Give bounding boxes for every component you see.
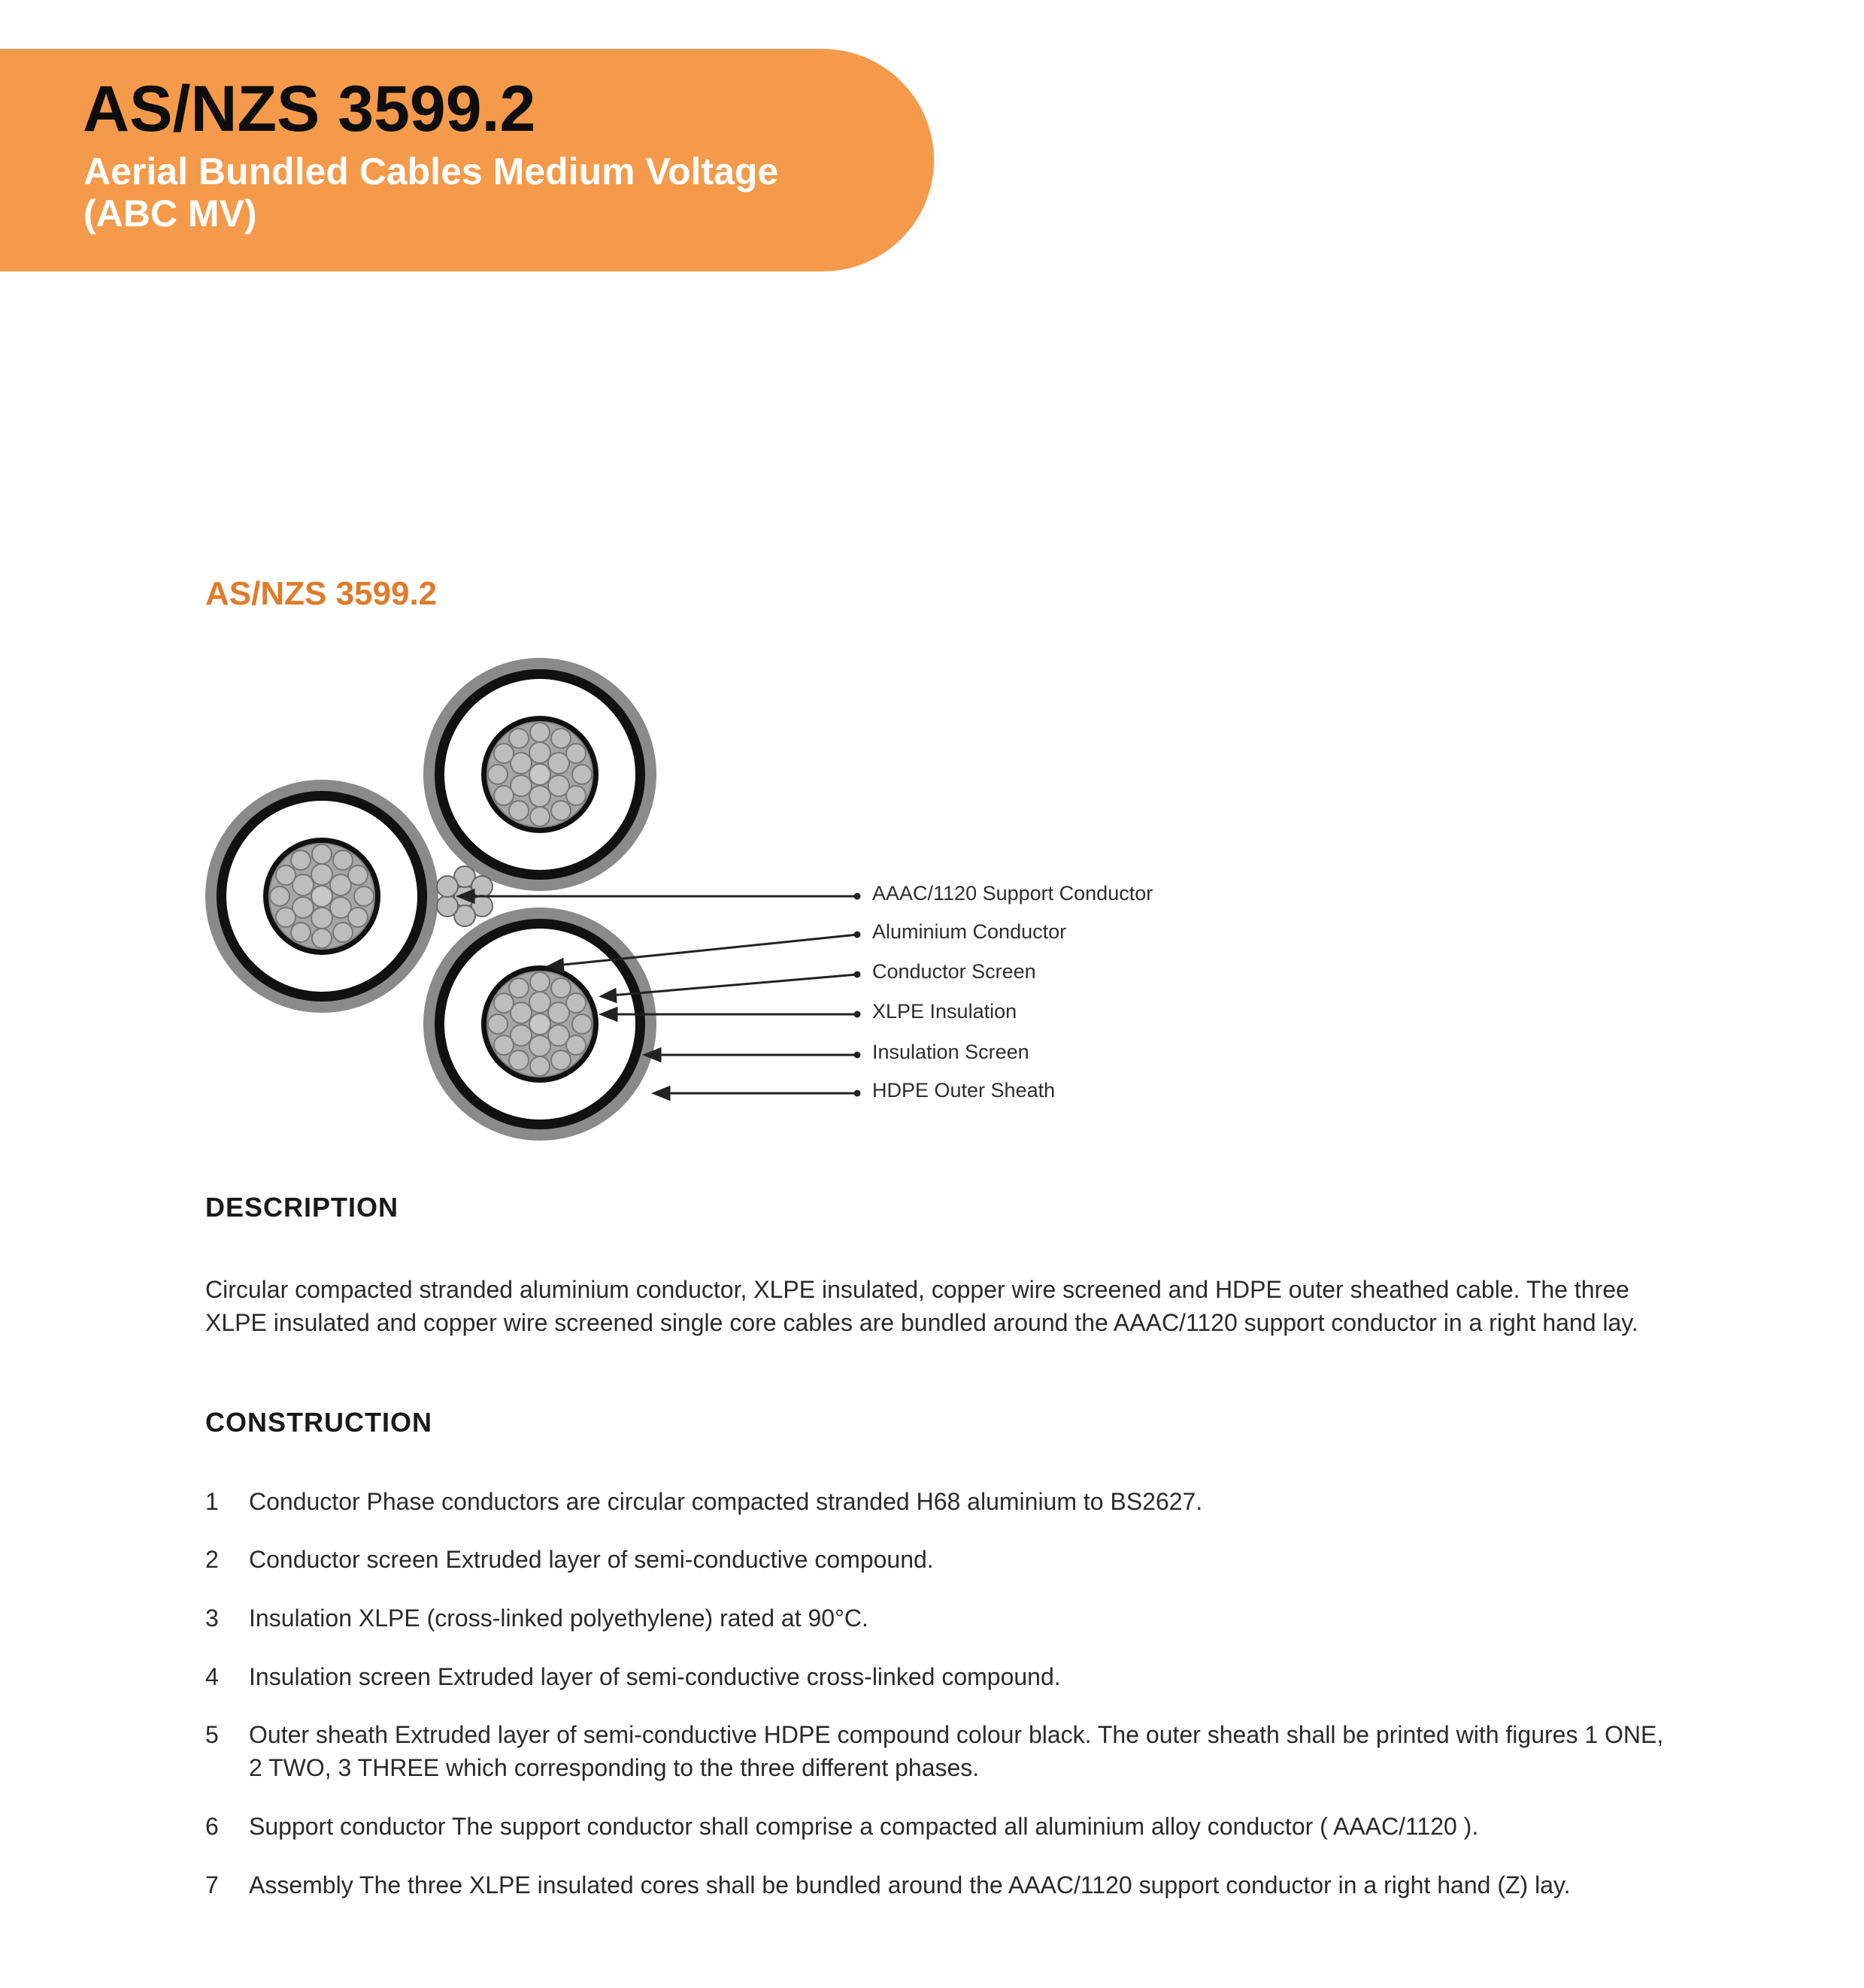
phase-core-top xyxy=(423,658,656,891)
banner-title: AS/NZS 3599.2 xyxy=(83,73,536,145)
description-text: Circular compacted stranded aluminium conductor, XLPE insulated, copper wire screened and HDPE outer sheathed cable. The three XLPE insulated and copper wire screened single core cables are bundled around the AAAC/1120 support conductor in a right hand lay. xyxy=(205,1276,1638,1336)
item-number: 6 xyxy=(205,1813,219,1840)
construction-heading: CONSTRUCTION xyxy=(205,1407,432,1438)
item-text: Insulation XLPE (cross-linked polyethylene) rated at 90°C. xyxy=(249,1605,868,1632)
label-aluminium-conductor: Aluminium Conductor xyxy=(872,920,1067,943)
standard-heading: AS/NZS 3599.2 xyxy=(205,575,438,612)
banner-subtitle: Aerial Bundled Cables Medium Voltage (ABC MV) xyxy=(83,150,779,235)
cable-cross-section-diagram xyxy=(195,647,872,1158)
item-text: Conductor Phase conductors are circular compacted stranded H68 aluminium to BS2627. xyxy=(249,1488,1203,1515)
item-number: 5 xyxy=(205,1721,219,1748)
item-text: Insulation screen Extruded layer of semi-conductive cross-linked compound. xyxy=(249,1663,1061,1690)
label-hdpe-outer-sheath: HDPE Outer Sheath xyxy=(872,1079,1056,1102)
item-text: Assembly The three XLPE insulated cores shall be bundled around the AAAC/1120 support conductor in a right hand (Z) lay. xyxy=(249,1871,1571,1899)
phase-core-left xyxy=(205,780,438,1013)
item-text: Conductor screen Extruded layer of semi-conductive compound. xyxy=(249,1546,934,1573)
description-heading: DESCRIPTION xyxy=(205,1192,399,1223)
item-text: Outer sheath Extruded layer of semi-conductive HDPE compound colour black. The outer sheath shall be printed with figures 1 ONE, 2 TWO, 3 THREE which corresponding to the three different phases. xyxy=(249,1721,1664,1781)
item-number: 1 xyxy=(205,1488,219,1515)
phase-core-bottom xyxy=(423,908,656,1141)
item-number: 2 xyxy=(205,1546,219,1573)
item-number: 7 xyxy=(205,1871,219,1899)
item-number: 3 xyxy=(205,1605,219,1632)
label-conductor-screen: Conductor Screen xyxy=(872,960,1036,983)
item-number: 4 xyxy=(205,1663,219,1690)
label-xlpe-insulation: XLPE Insulation xyxy=(872,1000,1017,1023)
label-insulation-screen: Insulation Screen xyxy=(872,1041,1029,1063)
item-text: Support conductor The support conductor shall comprise a compacted all aluminium alloy conductor ( AAAC/1120 ). xyxy=(249,1813,1479,1840)
label-support-conductor: AAAC/1120 Support Conductor xyxy=(872,882,1153,905)
